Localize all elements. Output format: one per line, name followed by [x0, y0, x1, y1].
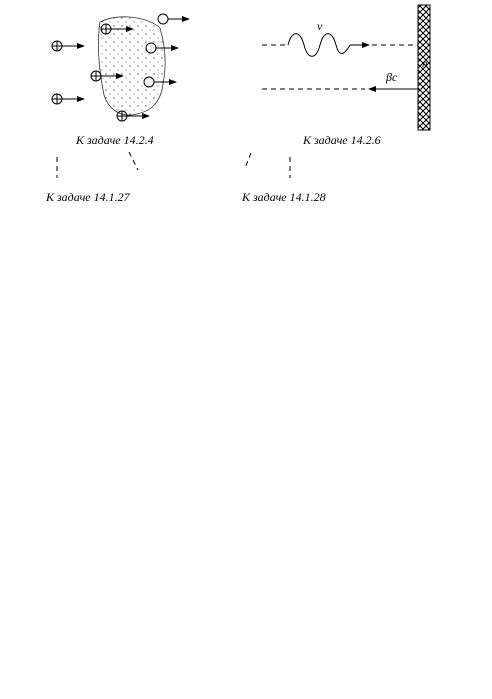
photon-frequency-label: ν [317, 19, 323, 33]
mirror-velocity-label: βc [386, 70, 398, 84]
dashed-segment-diagonal [129, 152, 138, 170]
dashed-segment-diagonal [245, 153, 251, 168]
caption-14-2-4: К задаче 14.2.4 [76, 133, 154, 147]
caption-14-2-6: К задаче 14.2.6 [303, 133, 381, 147]
photon-wave [288, 34, 350, 57]
positive-ion-2 [52, 94, 84, 104]
positive-ion-1 [52, 41, 84, 51]
figure-14-1-27 [57, 152, 138, 178]
caption-14-1-27: К задаче 14.1.27 [46, 190, 130, 204]
figure-14-2-6 [262, 5, 430, 130]
scattering-medium-blob [98, 17, 165, 115]
normal-label: n [422, 58, 428, 70]
caption-14-1-28: К задаче 14.1.28 [242, 190, 326, 204]
figure-14-1-28 [245, 153, 290, 178]
figure-14-2-4 [52, 14, 189, 121]
neutral-atom-1 [158, 14, 189, 24]
